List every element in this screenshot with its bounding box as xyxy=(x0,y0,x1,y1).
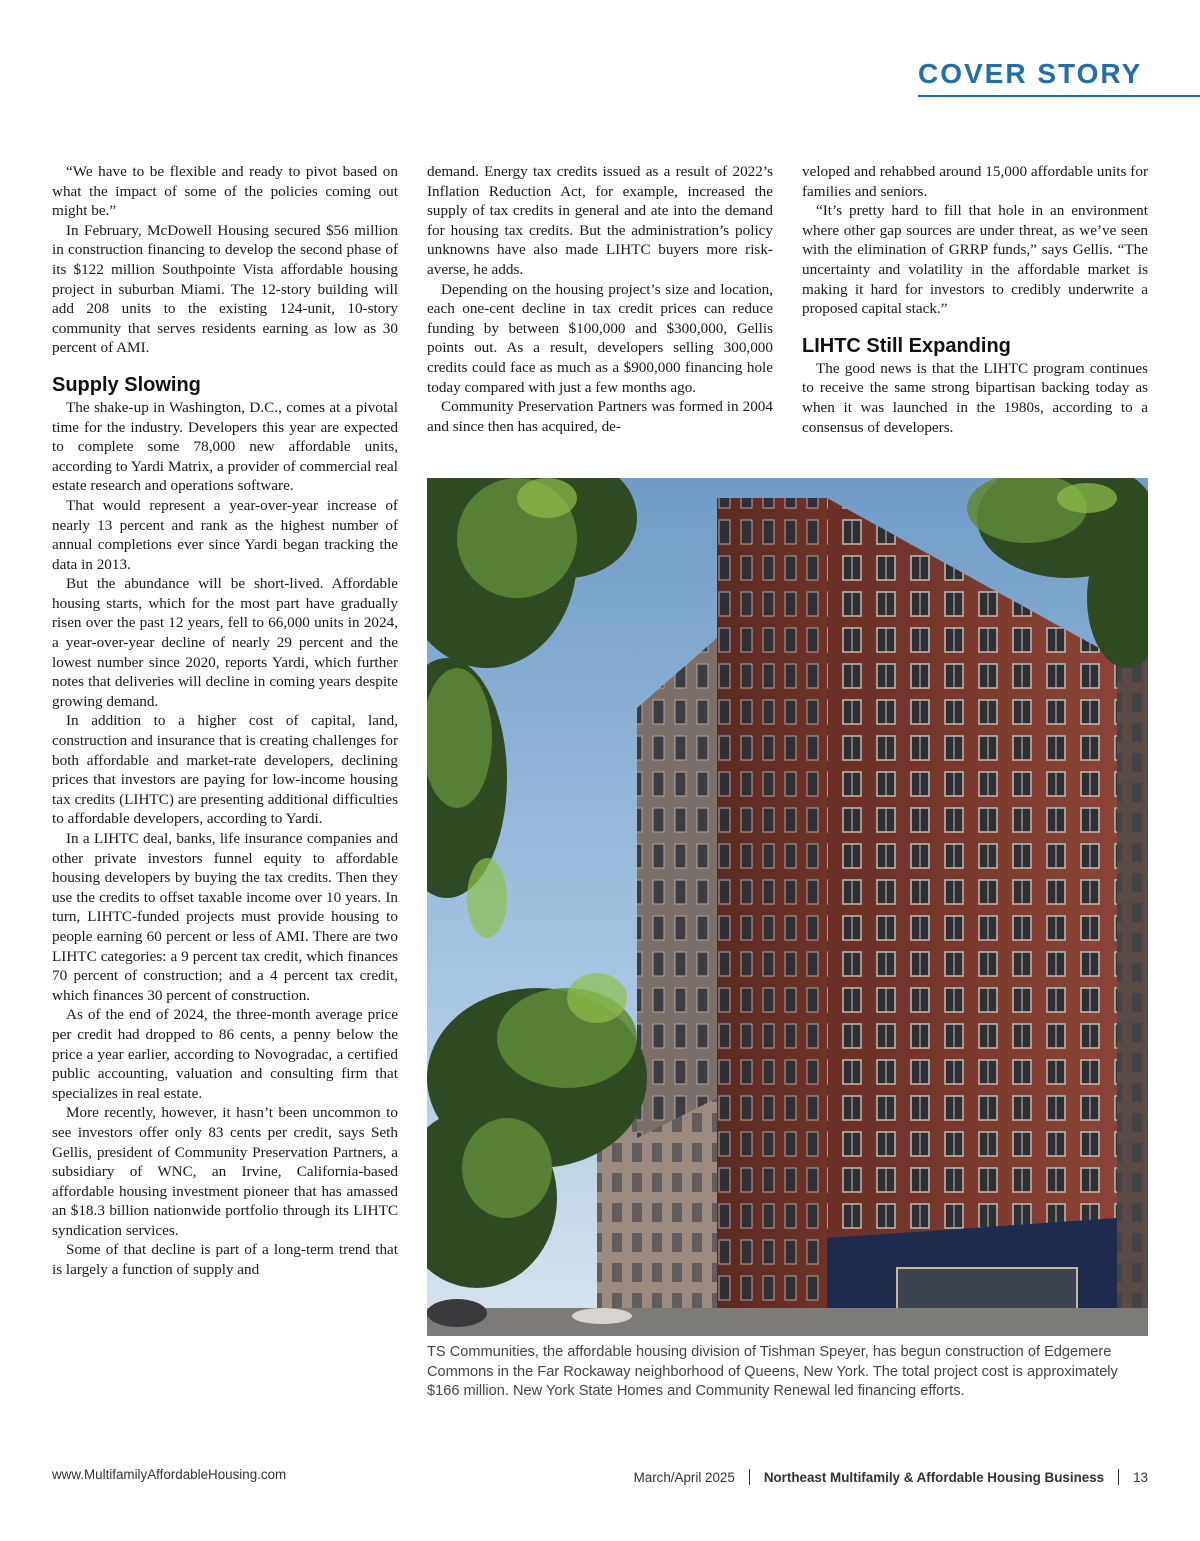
paragraph: In February, McDowell Housing secured $56 million in construction financing to develop the second phase of its $122 million Southpointe Vista affordable housing project in suburban Miami. The 12-story building will add 208 units to the existing 124-unit, 10-story community that serves residents earning as low as 30 percent of AMI. xyxy=(52,221,398,357)
article-column-1 xyxy=(52,162,398,1280)
subheading-lihtc-still-expanding: LIHTC Still Expanding xyxy=(802,334,1011,357)
building-illustration xyxy=(427,478,1148,1336)
paragraph: As of the end of 2024, the three-month average price per credit had dropped to 86 cents, a penny below the price a year earlier, according to Novogradac, a certified public accounting, valuation and consulting firm that specializes in real estate. xyxy=(52,1006,398,1102)
paragraph: “It’s pretty hard to fill that hole in an environment where other gap sources are under threat, as we’ve seen with the elimination of GRRP funds,” says Gellis. “The uncertainty and volatility in the affordable market is making it hard for investors to credibly underwrite a proposed capital stack.” xyxy=(802,202,1148,318)
subheading-supply-slowing: Supply Slowing xyxy=(52,373,201,396)
article-column-2 xyxy=(427,162,773,436)
paragraph: In a LIHTC deal, banks, life insurance companies and other private investors funnel equity to affordable housing developers by buying the tax credits. Then they use the credits to offset taxable income over 10 years. In turn, LIHTC-funded projects must provide housing to people earning 60 percent or less of AMI. There are two LIHTC categories: a 9 percent tax credit, which finances 70 percent of construction; and a 4 percent tax credit, which finances 30 percent of construction. xyxy=(52,830,398,1004)
publication-name: Northeast Multifamily & Affordable Housing Business xyxy=(763,1469,1105,1485)
photo-caption: TS Communities, the affordable housing division of Tishman Speyer, has begun construction of Edgemere Commons in the Far Rockaway neighborhood of Queens, New York. The total project cost is approximately $166 million. New York State Homes and Community Renewal led financing efforts. xyxy=(427,1344,1118,1400)
footer-website[interactable]: www.MultifamilyAffordableHousing.com xyxy=(52,1467,287,1482)
paragraph: In addition to a higher cost of capital, land, construction and insurance that is creating challenges for both affordable and market-rate developers, declining prices that investors are paying for low-income housing tax credits (LIHTC) are presenting additional difficulties to affordable developers, according to Yardi. xyxy=(52,712,398,828)
issue-date: March/April 2025 xyxy=(633,1469,735,1485)
page-number: 13 xyxy=(1133,1469,1148,1485)
building-rendering-photo xyxy=(427,478,1148,1336)
footer-issue-info xyxy=(634,1467,1148,1487)
article-column-3 xyxy=(802,162,1148,437)
paragraph: “We have to be flexible and ready to pivot based on what the impact of some of the policies coming out might be.” xyxy=(52,163,398,220)
paragraph: But the abundance will be short-lived. Affordable housing starts, which for the most part have gradually risen over the past 12 years, fell to 66,000 units in 2024, a year-over-year decline of nearly 29 percent and the lowest number since 2020, reports Yardi, which further notes that deliveries will decline in coming years despite growing demand. xyxy=(52,575,398,710)
footer-divider xyxy=(1118,1469,1119,1485)
footer-divider xyxy=(749,1469,750,1485)
paragraph: Community Preservation Partners was formed in 2004 and since then has acquired, de- xyxy=(427,398,773,435)
paragraph: Depending on the housing project’s size and location, each one-cent decline in tax credit prices can reduce funding by between $100,000 and $300,000, Gellis points out. As a result, developers selling 300,000 credits could face as much as a $900,000 financing hole today compared with just a few months ago. xyxy=(427,280,773,396)
section-label: COVER STORY xyxy=(918,58,1143,89)
paragraph: demand. Energy tax credits issued as a result of 2022’s Inflation Reduction Act, for example, increased the supply of tax credits in general and ate into the demand for housing tax credits. But the administration’s policy unknowns have also made LIHTC buyers more risk-averse, he adds. xyxy=(427,163,773,278)
paragraph: Some of that decline is part of a long-term trend that is largely a function of supply and xyxy=(52,1241,398,1279)
paragraph: veloped and rehabbed around 15,000 affordable units for families and seniors. xyxy=(802,163,1148,200)
paragraph: More recently, however, it hasn’t been uncommon to see investors offer only 83 cents per credit, says Seth Gellis, president of Community Preservation Partners, a subsidiary of WNC, an Irvine, California-based affordable housing investment pioneer that has amassed an $18.3 billion nationwide portfolio through its LIHTC syndication services. xyxy=(52,1104,398,1239)
section-rule xyxy=(918,95,1200,97)
paragraph: The shake-up in Washington, D.C., comes at a pivotal time for the industry. Developers this year are expected to complete some 78,000 new affordable units, according to Yardi Matrix, a provider of commercial real estate research and operations software. xyxy=(52,398,398,495)
paragraph: The good news is that the LIHTC program continues to receive the same strong bipartisan backing today as when it was launched in the 1980s, according to a consensus of developers. xyxy=(802,359,1148,436)
paragraph: That would represent a year-over-year increase of nearly 13 percent and rank as the highest number of annual completions ever since Yardi began tracking the data in 2013. xyxy=(52,496,398,573)
